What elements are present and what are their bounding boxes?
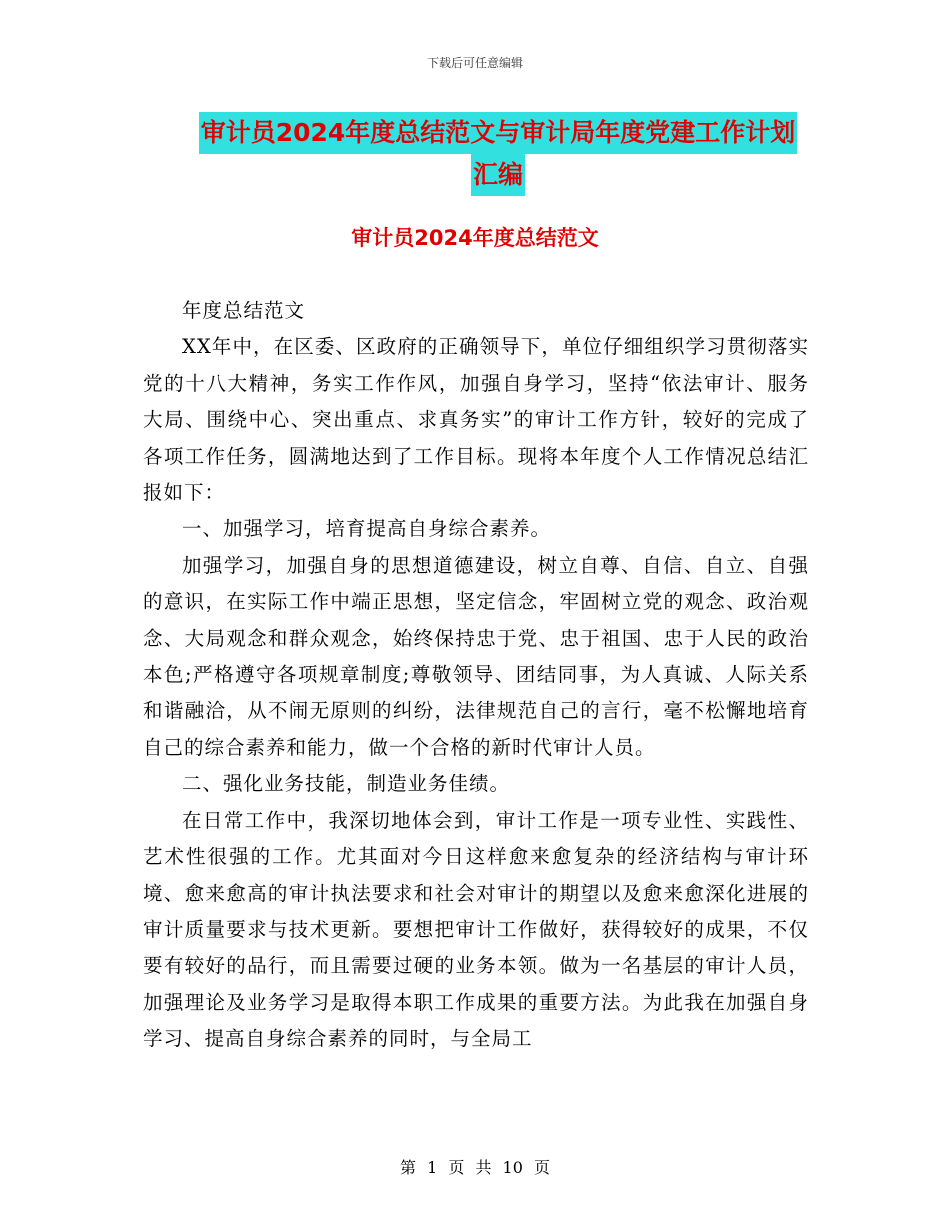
- paragraph-heading-1: 一、加强学习，培育提高自身综合素养。: [182, 517, 552, 541]
- page-header-note: 下载后可任意编辑: [426, 56, 523, 70]
- document-title-line-1: 审计员2024年度总结范文与审计局年度党建工作计划: [199, 112, 798, 154]
- page-number-footer: 第 1 页 共 10 页: [400, 1158, 550, 1177]
- paragraph-intro: XX年中，在区委、区政府的正确领导下，单位仔细组织学习贯彻落实党的十八大精神，务实工作作风，加强自身学习，坚持“依法审计、服务大局、围绕中心、突出重点、求真务实”的审计工作方针，较好的完成了各项工作任务，圆满地达到了工作目标。现将本年度个人工作情况总结汇报如下：: [143, 335, 809, 505]
- paragraph-subtitle: 年度总结范文: [182, 299, 306, 322]
- document-title-line-2: 汇编: [471, 154, 525, 196]
- paragraph-skills: 在日常工作中，我深切地体会到，审计工作是一项专业性、实践性、艺术性很强的工作。尤其面对今日这样愈来愈复杂的经济结构与审计环境、愈来愈高的审计执法要求和社会对审计的期望以及愈来愈深化进展的审计质量要求与技术更新。要想把审计工作做好，获得较好的成果，不仅要有较好的品行，而且需要过硬的业务本领。做为一名基层的审计人员，加强理论及业务学习是取得本职工作成果的重要方法。为此我在加强自身学习、提高自身综合素养的同时，与全局工: [143, 808, 809, 1051]
- document-body: [143, 293, 809, 1058]
- section-title: 审计员2024年度总结范文: [351, 226, 599, 250]
- paragraph-study: 加强学习，加强自身的思想道德建设，树立自尊、自信、自立、自强的意识，在实际工作中端正思想，坚定信念，牢固树立党的观念、政治观念、大局观念和群众观念，始终保持忠于党、忠于祖国、忠于人民的政治本色;严格遵守各项规章制度;尊敬领导、团结同事，为人真诚、人际关系和谐融洽，从不闹无原则的纠纷，法律规范自己的言行，毫不松懈地培育自己的综合素养和能力，做一个合格的新时代审计人员。: [143, 553, 809, 759]
- document-title: [188, 112, 808, 196]
- paragraph-heading-2: 二、强化业务技能，制造业务佳绩。: [182, 772, 511, 796]
